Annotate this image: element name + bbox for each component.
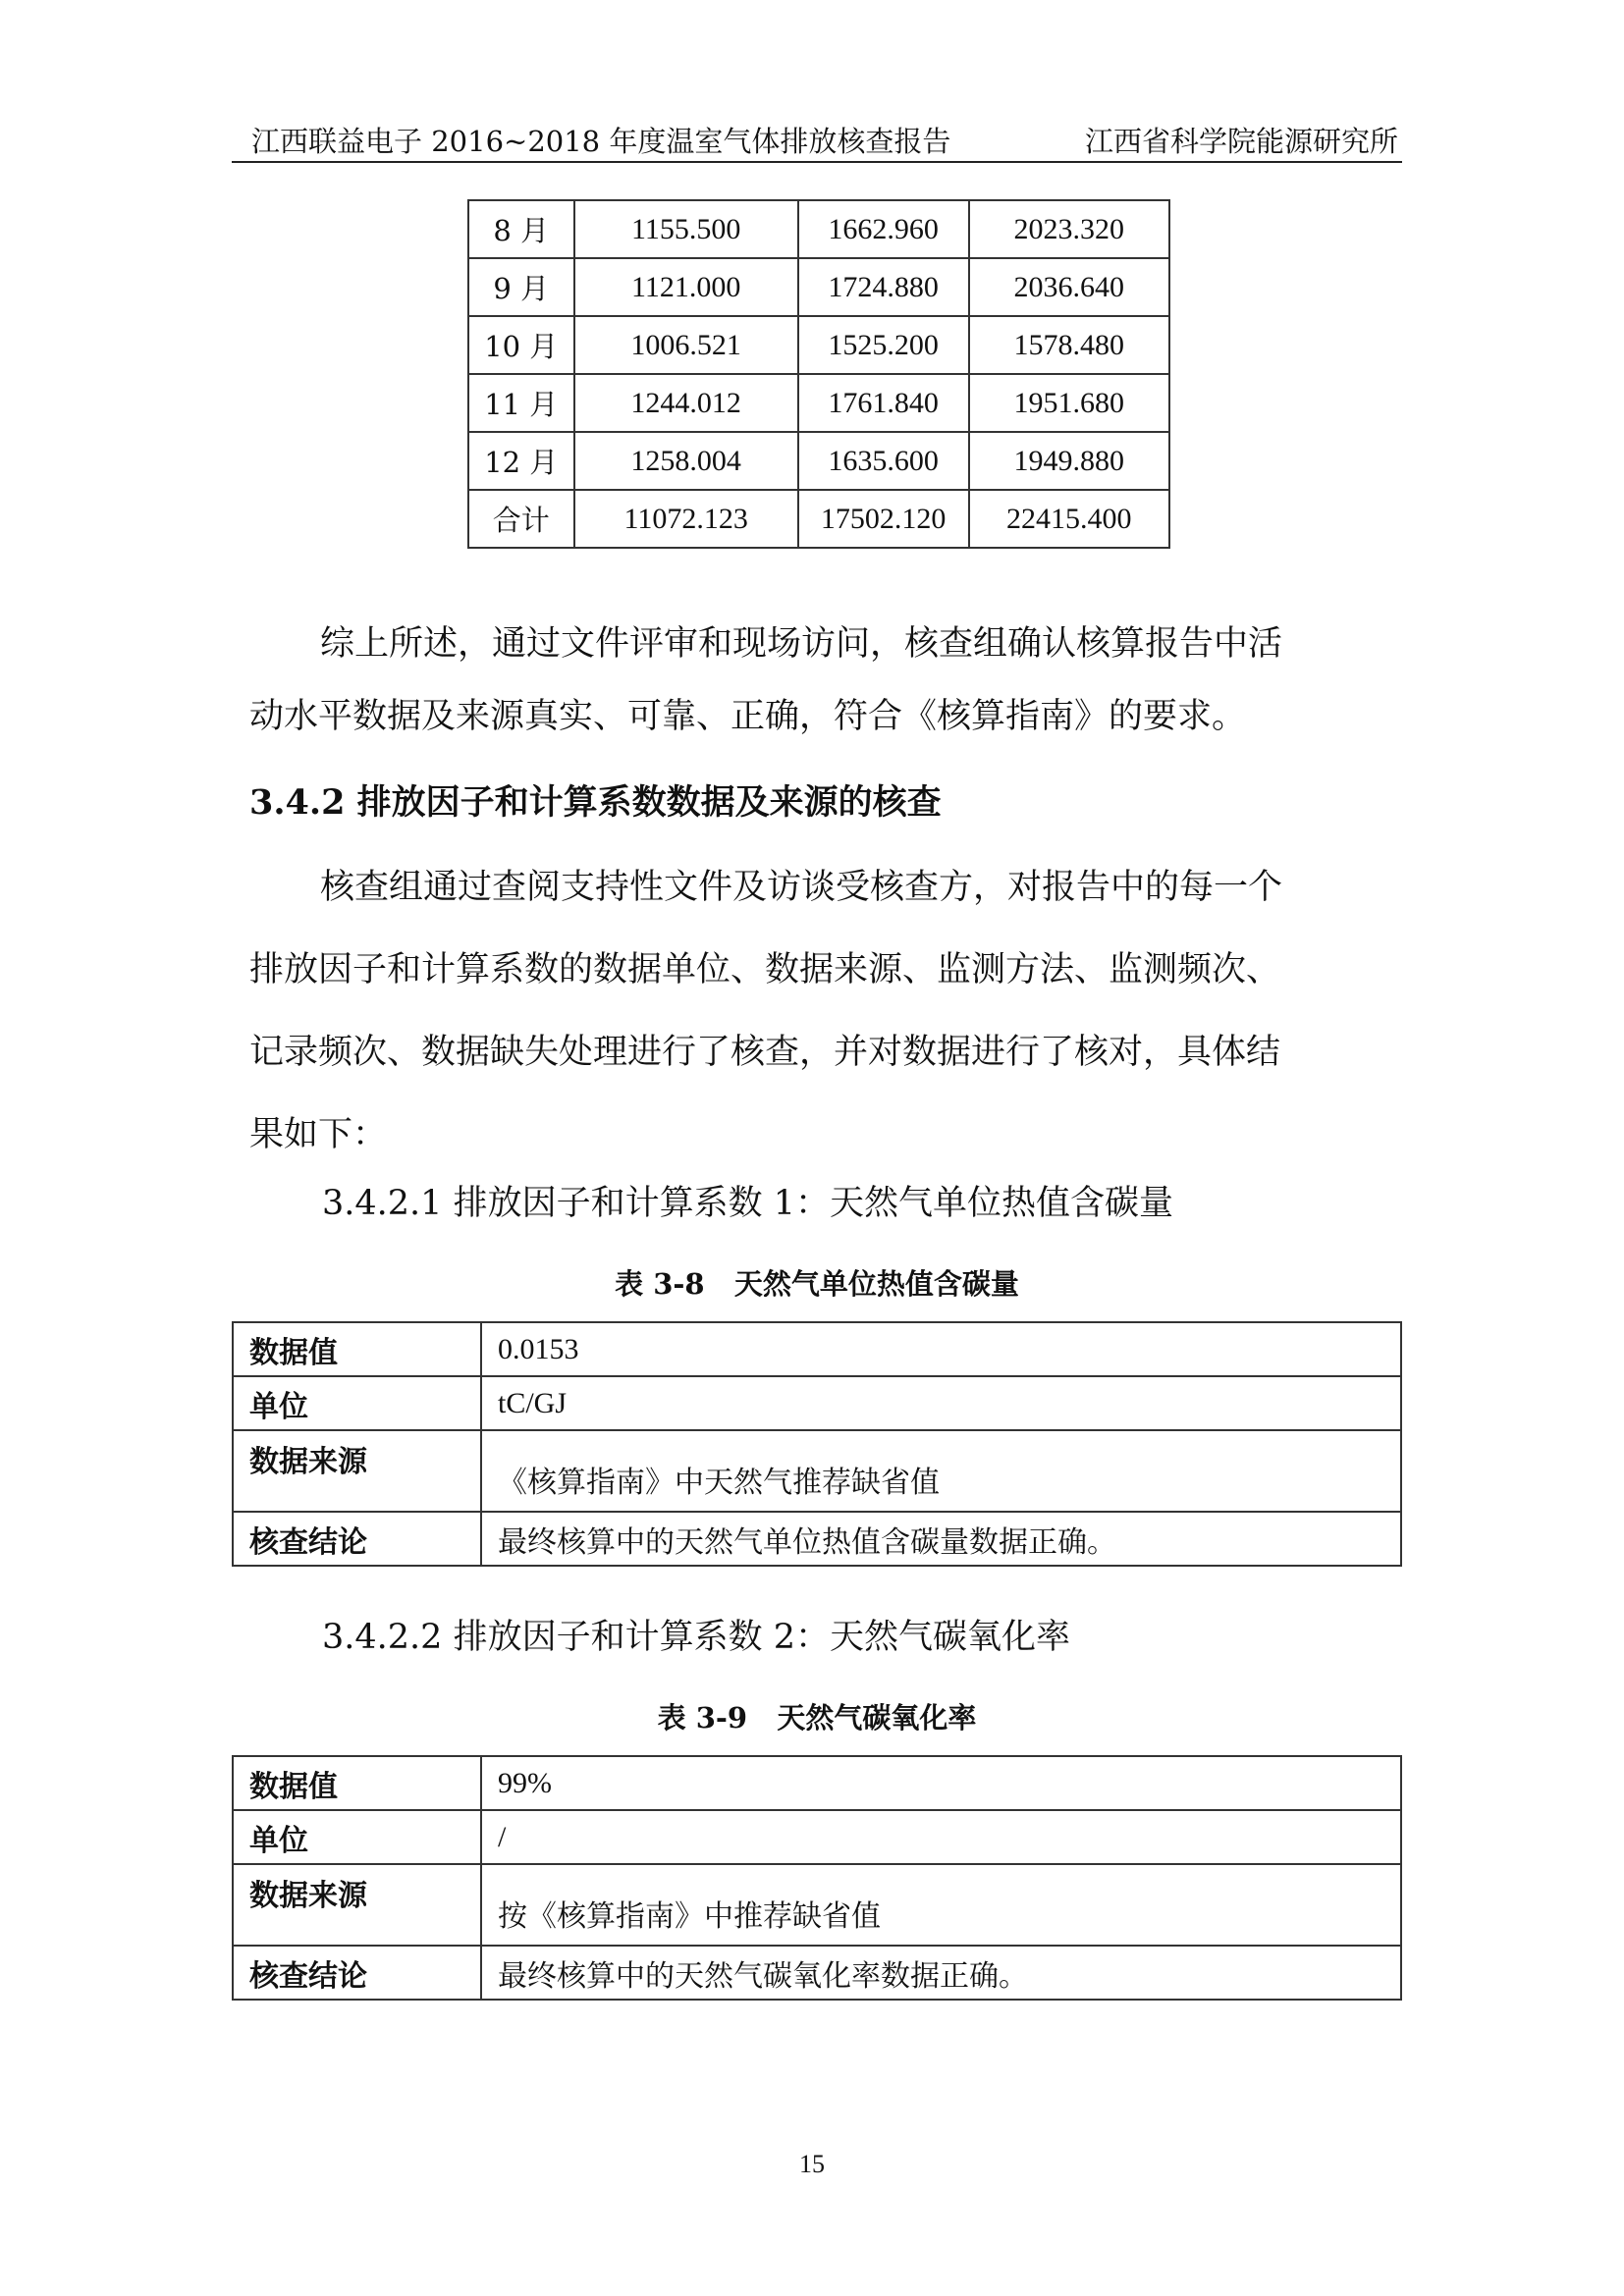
value-cell: 1635.600 xyxy=(798,432,969,490)
row-key: 单位 xyxy=(233,1376,481,1430)
text-line: 排放因子和计算系数的数据单位、数据来源、监测方法、监测频次、 xyxy=(249,950,1281,989)
row-key: 核查结论 xyxy=(233,1946,481,2000)
text-line: 核查组通过查阅支持性文件及访谈受核查方，对报告中的每一个 xyxy=(320,868,1283,907)
value-cell: 1951.680 xyxy=(969,374,1170,432)
section-heading: 3.4.2 排放因子和计算系数数据及来源的核查 xyxy=(249,782,942,823)
factor-table-3-8 xyxy=(232,1321,1402,1567)
page-number: 15 xyxy=(799,2150,825,2178)
row-key: 核查结论 xyxy=(233,1512,481,1566)
subsection-heading-1: 3.4.2.1 排放因子和计算系数 1：天然气单位热值含碳量 xyxy=(322,1184,1173,1223)
month-cell: 12 月 xyxy=(468,432,574,490)
subsection-heading-2: 3.4.2.2 排放因子和计算系数 2：天然气碳氧化率 xyxy=(322,1618,1070,1657)
factor-table-3-9 xyxy=(232,1755,1402,2001)
table-row xyxy=(233,1512,1401,1566)
value-cell: 1724.880 xyxy=(798,258,969,316)
row-value: 99% xyxy=(481,1756,1401,1810)
table-row xyxy=(468,432,1169,490)
table-row xyxy=(233,1376,1401,1430)
text-line: 记录频次、数据缺失处理进行了核查，并对数据进行了核对，具体结 xyxy=(249,1033,1281,1072)
total-value-cell: 11072.123 xyxy=(574,490,798,548)
total-value-cell: 17502.120 xyxy=(798,490,969,548)
monthly-activity-table xyxy=(467,199,1170,549)
table-caption-3-8: 表 3-8 天然气单位热值含碳量 xyxy=(615,1267,1019,1301)
row-key: 数据来源 xyxy=(233,1864,481,1946)
row-key: 单位 xyxy=(233,1810,481,1864)
total-value-cell: 22415.400 xyxy=(969,490,1170,548)
table-row xyxy=(468,374,1169,432)
row-value: 0.0153 xyxy=(481,1322,1401,1376)
month-cell: 10 月 xyxy=(468,316,574,374)
row-value: tC/GJ xyxy=(481,1376,1401,1430)
value-cell: 1761.840 xyxy=(798,374,969,432)
month-cell: 9 月 xyxy=(468,258,574,316)
value-cell: 1155.500 xyxy=(574,200,798,258)
row-key: 数据值 xyxy=(233,1322,481,1376)
value-cell: 1578.480 xyxy=(969,316,1170,374)
table-row xyxy=(468,200,1169,258)
value-cell: 1006.521 xyxy=(574,316,798,374)
value-cell: 2023.320 xyxy=(969,200,1170,258)
value-cell: 1121.000 xyxy=(574,258,798,316)
table-row xyxy=(233,1756,1401,1810)
text-line: 综上所述，通过文件评审和现场访问，核查组确认核算报告中活 xyxy=(320,624,1283,664)
row-value: 最终核算中的天然气碳氧化率数据正确。 xyxy=(481,1946,1401,2000)
table-row xyxy=(233,1810,1401,1864)
table-row xyxy=(468,316,1169,374)
value-cell: 1258.004 xyxy=(574,432,798,490)
total-label-cell: 合计 xyxy=(468,490,574,548)
row-key: 数据值 xyxy=(233,1756,481,1810)
table-row xyxy=(468,258,1169,316)
table-caption-3-9: 表 3-9 天然气碳氧化率 xyxy=(657,1701,977,1735)
row-value: 按《核算指南》中推荐缺省值 xyxy=(481,1864,1401,1946)
value-cell: 2036.640 xyxy=(969,258,1170,316)
text-line: 果如下： xyxy=(249,1115,388,1154)
month-cell: 8 月 xyxy=(468,200,574,258)
value-cell: 1949.880 xyxy=(969,432,1170,490)
header-organization: 江西省科学院能源研究所 xyxy=(1084,125,1398,158)
header-report-title: 江西联益电子 2016~2018 年度温室气体排放核查报告 xyxy=(251,125,951,158)
value-cell: 1662.960 xyxy=(798,200,969,258)
table-row xyxy=(233,1430,1401,1512)
value-cell: 1525.200 xyxy=(798,316,969,374)
table-row xyxy=(233,1864,1401,1946)
row-value: 《核算指南》中天然气推荐缺省值 xyxy=(481,1430,1401,1512)
value-cell: 1244.012 xyxy=(574,374,798,432)
row-key: 数据来源 xyxy=(233,1430,481,1512)
table-row xyxy=(233,1322,1401,1376)
month-cell: 11 月 xyxy=(468,374,574,432)
table-row-total xyxy=(468,490,1169,548)
text-line: 动水平数据及来源真实、可靠、正确，符合《核算指南》的要求。 xyxy=(249,697,1247,736)
row-value: 最终核算中的天然气单位热值含碳量数据正确。 xyxy=(481,1512,1401,1566)
page-header xyxy=(232,116,1402,163)
table-row xyxy=(233,1946,1401,2000)
section-intro-paragraph xyxy=(249,846,1388,1176)
row-value: / xyxy=(481,1810,1401,1864)
summary-paragraph xyxy=(249,603,1388,758)
